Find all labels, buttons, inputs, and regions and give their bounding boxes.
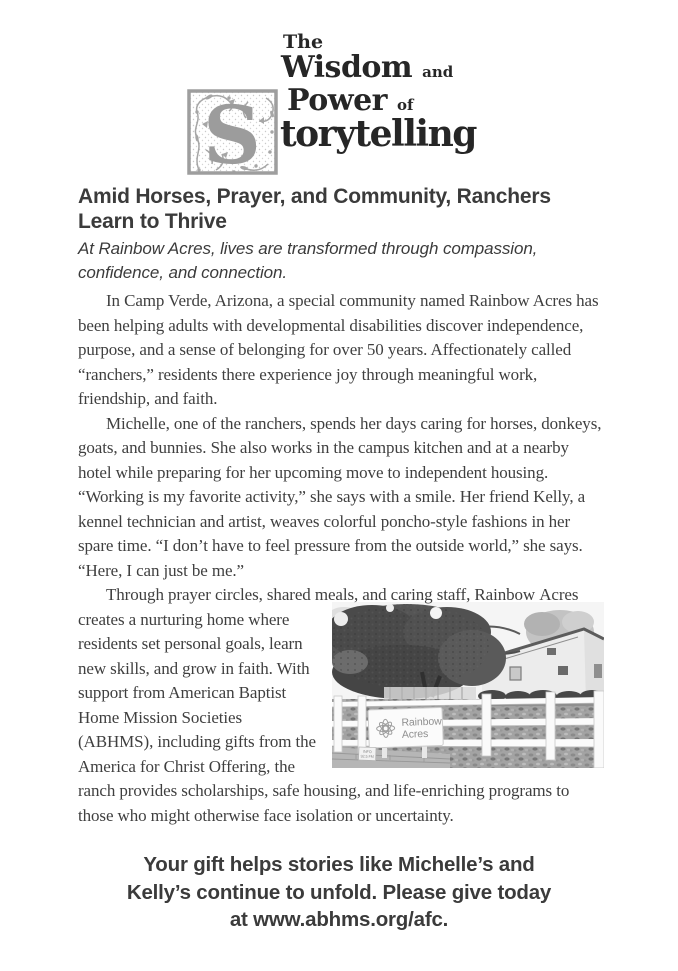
paragraph-2: Michelle, one of the ranchers, spends her days caring for horses, donkeys, goats, and bunnies. She also works in the campus kitchen and at a nearby hotel while preparing for her upcoming move to independent housing. “Working is my favorite activity,” she says with a smile. Her friend Kelly, a kennel technician and artist, weaves colorful poncho-style fashions in her spare time. “I don’t have to feel pressure from the outside world,” she says. “Here, I can just be me.” <box>78 413 602 580</box>
decorative-initial-box <box>186 88 279 176</box>
info-sign-line1: INFO <box>362 749 372 754</box>
paragraph-1: In Camp Verde, Arizona, a special community named Rainbow Acres has been helping adults with developmental disabilities discover independence, purpose, and a sense of belonging for over 50 years. Affectionately called “ranchers,” residents there experience joy through meaningful work, friendship, and faith. <box>78 291 599 408</box>
logo-wisdom: Wisdom <box>281 50 413 85</box>
storytelling-logo <box>186 33 526 179</box>
info-sign-line2: 92.5 FM <box>360 753 374 759</box>
article-header <box>78 184 618 285</box>
info-sign <box>359 747 376 761</box>
subtitle-line-1: At Rainbow Acres, lives are transformed through compassion, <box>78 239 538 258</box>
article-title <box>78 184 618 234</box>
rainbow-acres-sign <box>368 707 443 748</box>
paragraph-3 <box>78 583 604 828</box>
title-line-2: Learn to Thrive <box>78 210 227 233</box>
dropcap-s: S <box>203 88 261 176</box>
paragraph-3-lead: Through prayer circles, shared meals, and caring staff, Rainbow <box>106 585 540 604</box>
ranch-photo-illustration <box>332 602 604 768</box>
sign-text-line1: Rainbow <box>401 714 442 729</box>
sign-text-line2: Acres <box>401 727 429 741</box>
logo-power: Power <box>287 83 387 118</box>
cta-line-3: at www.abhms.org/afc. <box>229 908 449 931</box>
article-body <box>78 289 604 828</box>
logo-and: and <box>422 63 454 81</box>
logo-the: The <box>283 31 324 53</box>
logo-storytelling: torytelling <box>280 113 476 155</box>
article-subtitle <box>78 237 618 285</box>
title-line-1: Amid Horses, Prayer, and Community, Ranchers <box>78 185 551 208</box>
logo-wisdom-and <box>281 50 454 85</box>
logo-power-of <box>287 83 414 118</box>
paragraph-3-rest: Acres creates a nurturing home where residents set personal goals, learn new skills, and grow in faith. With support from American Baptist Home Mission Societies (ABHMS), including gifts from the America for Christ Offering, the ranch provides scholarships, safe housing, and life-enriching programs to those who might otherwise face isolation or uncertainty. <box>78 585 579 825</box>
call-to-action <box>0 851 678 934</box>
inner-gate <box>384 687 476 700</box>
subtitle-line-2: confidence, and connection. <box>78 263 288 282</box>
cta-line-2: Kelly’s continue to unfold. Please give today <box>126 880 552 904</box>
ranch-photo <box>332 602 604 768</box>
vine-ornament-icon <box>186 88 279 176</box>
cta-line-1: Your gift helps stories like Michelle’s and <box>143 853 535 876</box>
logo-of: of <box>396 96 414 114</box>
